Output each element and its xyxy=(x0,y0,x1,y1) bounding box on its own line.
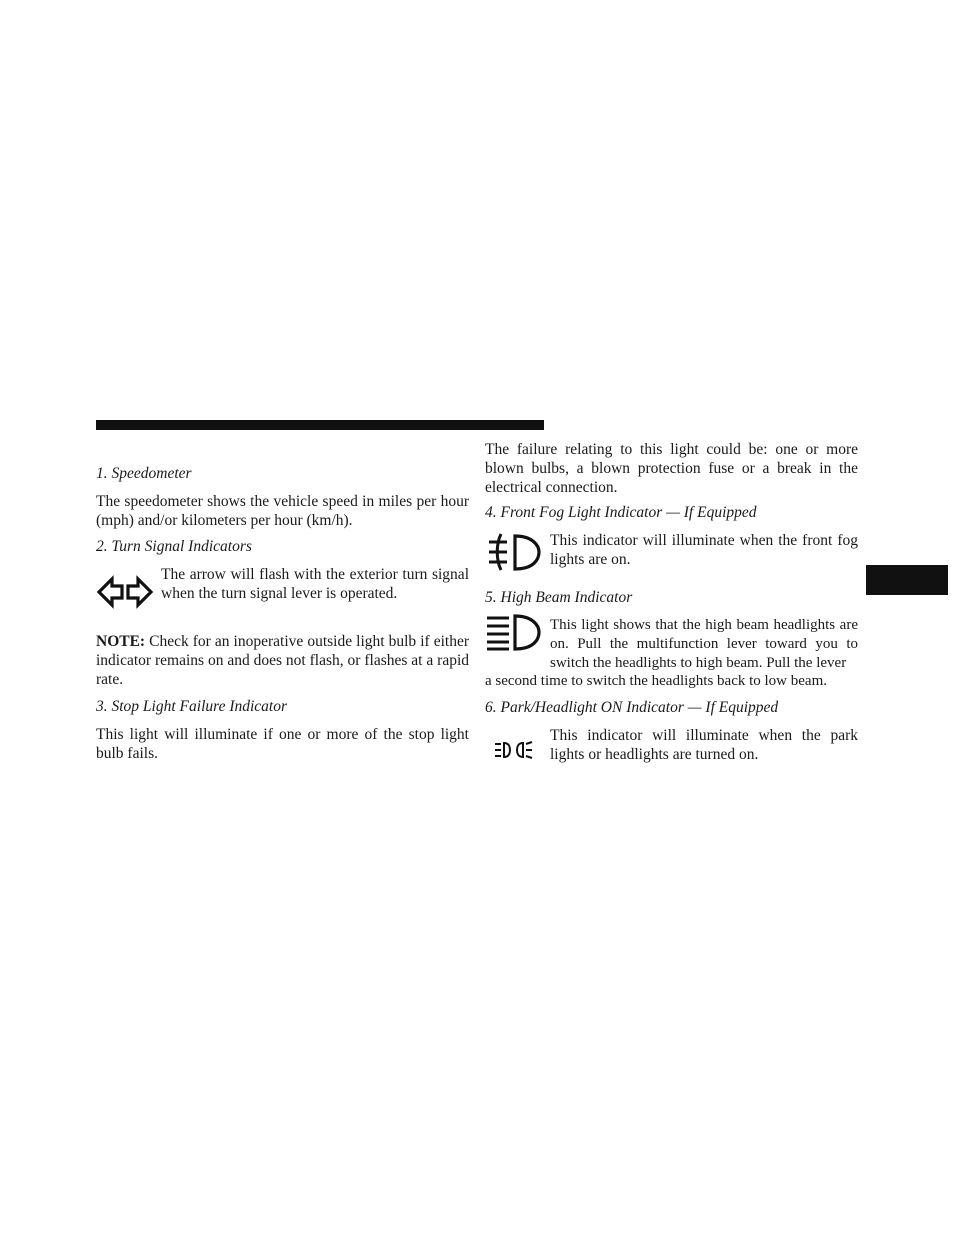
section-header-rule xyxy=(96,420,544,430)
high-beam-heading: 5. High Beam Indicator xyxy=(485,589,633,606)
park-light-text: This indicator will illuminate when the park lights or headlights are turned on. xyxy=(550,727,858,763)
turn-signal-text: The arrow will flash with the exterior turn signal when the turn signal lever is operated. xyxy=(161,566,469,602)
note-label: NOTE: xyxy=(96,633,146,650)
speedometer-text: The speedometer shows the vehicle speed in miles per hour (mph) and/or kilometers per hour (km/h). xyxy=(96,493,469,529)
front-fog-light-icon xyxy=(485,528,543,584)
turn-signal-arrows-icon xyxy=(96,564,154,620)
note-paragraph xyxy=(96,632,469,689)
note-text: Check for an inoperative outside light bulb if either indicator remains on and does not flash, or flashes at a rapid rate. xyxy=(96,633,469,688)
park-light-heading: 6. Park/Headlight ON Indicator — If Equipped xyxy=(485,699,779,716)
high-beam-text-continued: a second time to switch the headlights back to low beam. xyxy=(485,673,827,689)
park-headlight-icon xyxy=(485,723,543,779)
fog-light-text: This indicator will illuminate when the front fog lights are on. xyxy=(550,532,858,568)
high-beam-icon xyxy=(485,612,543,668)
turn-signal-heading: 2. Turn Signal Indicators xyxy=(96,538,252,555)
stop-light-continued-text: The failure relating to this light could be: one or more blown bulbs, a blown protection fuse or a break in the electrical connection. xyxy=(485,441,858,496)
high-beam-text: This light shows that the high beam headlights are on. Pull the multifunction lever toward you to switch the headlights to high beam. Pull the lever xyxy=(550,617,858,671)
speedometer-heading: 1. Speedometer xyxy=(96,465,192,482)
stop-light-text: This light will illuminate if one or more of the stop light bulb fails. xyxy=(96,726,469,762)
fog-light-heading: 4. Front Fog Light Indicator — If Equipped xyxy=(485,504,757,521)
chapter-tab xyxy=(866,565,948,595)
stop-light-heading: 3. Stop Light Failure Indicator xyxy=(96,698,288,715)
